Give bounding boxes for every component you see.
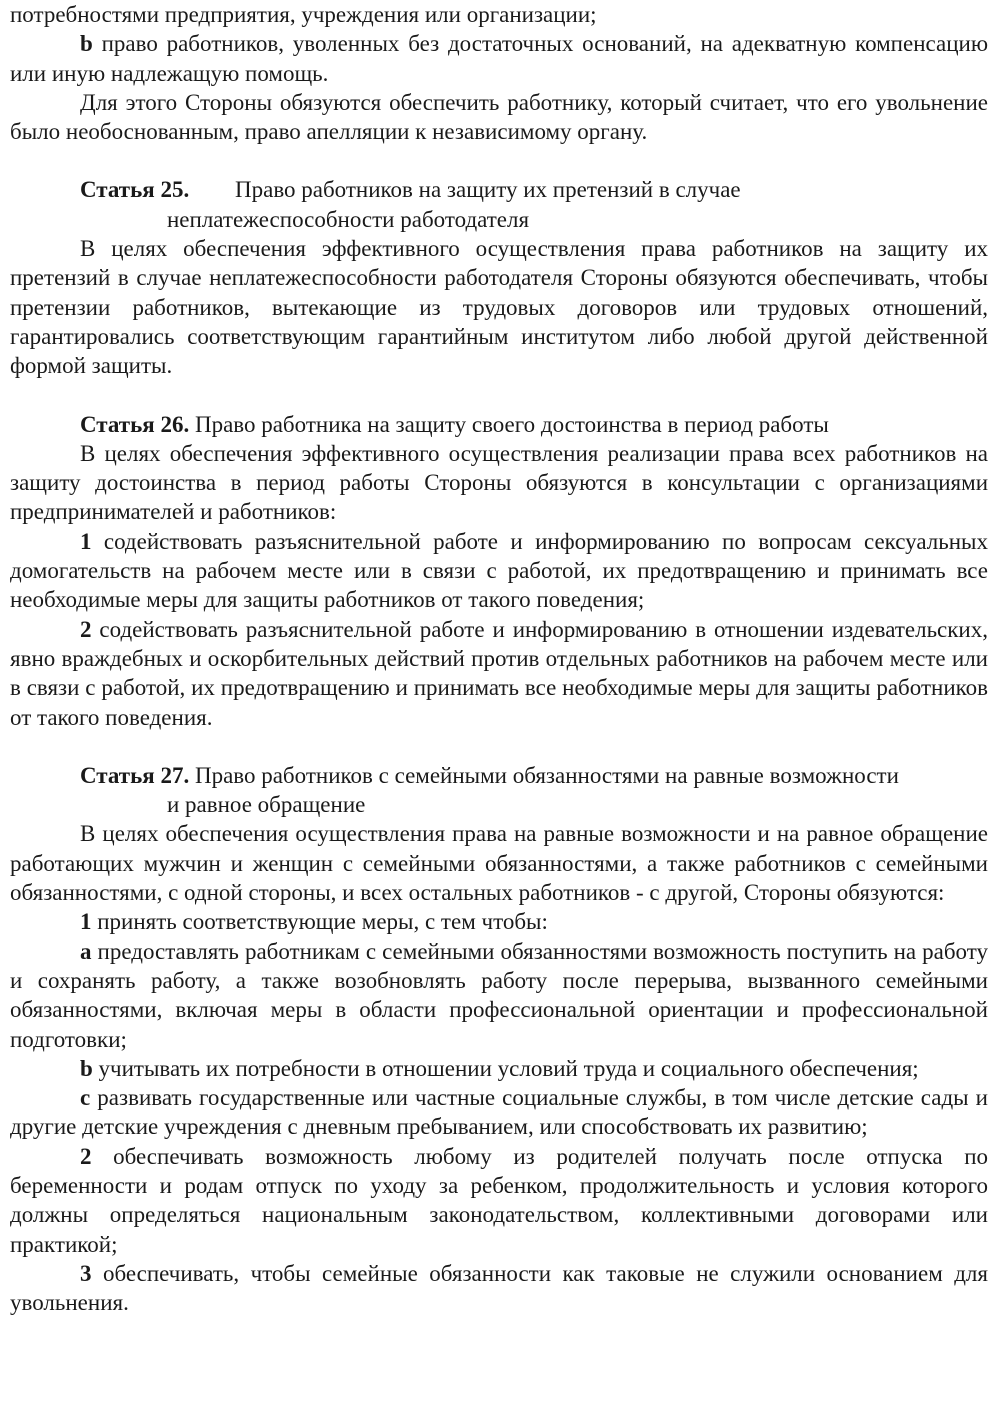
list-item-b (10, 29, 988, 88)
spacer (10, 381, 988, 410)
list-marker: 1 (80, 909, 92, 935)
list-item-1 (10, 907, 988, 936)
spacer (10, 146, 988, 175)
paragraph (10, 88, 988, 147)
list-marker: 2 (80, 616, 92, 642)
paragraph-text: В целях обеспечения эффективного осуществления права работников на защиту их претензий в случае неплатежеспособности работодателя Стороны обязуются обеспечивать, чтобы претензии работников, вытекающие из трудовых договоров или трудовых отношений, гарантировались соответствующим гарантийным институтом либо любой другой действенной формой защиты. (10, 236, 988, 379)
article-25-heading (10, 175, 988, 204)
paragraph-text: потребностями предприятия, учреждения или организации; (10, 2, 597, 27)
article-26-heading (10, 410, 988, 439)
list-item-text: содействовать разъяснительной работе и информированию в отношении издевательских, явно враждебных и оскорбительных действий против отдельных работников на рабочем месте или в связи с работой, их предотвращению и принимать все необходимые меры для защиты работников от такого поведения. (10, 616, 988, 730)
list-marker: c (80, 1085, 91, 1111)
article-26-body (10, 439, 988, 527)
list-item-b (10, 1054, 988, 1083)
list-item-text: предоставлять работникам с семейными обязанностями возможность поступить на работу и сохранять работу, а также возобновлять работу после перерыва, вызванного семейными обязанностями, включая меры в области профессиональной ориентации и профессиональной подготовки; (10, 938, 988, 1052)
list-item-1 (10, 527, 988, 615)
article-27-body (10, 819, 988, 907)
article-label: Статья 25. (80, 177, 190, 203)
list-item-text: учитывать их потребности в отношении условий труда и социального обеспечения; (98, 1055, 919, 1081)
article-label: Статья 26. (80, 411, 190, 437)
list-item-a (10, 937, 988, 1054)
list-marker: 1 (80, 528, 92, 554)
article-title-continuation (10, 205, 988, 234)
article-title-text: неплатежеспособности работодателя (167, 206, 530, 232)
paragraph-text: В целях обеспечения эффективного осуществления реализации права всех работников на защиту достоинства в период работы Стороны обязуются в консультации с организациями предпринимателей и работников: (10, 440, 988, 525)
article-title: Право работников на защиту их претензий в случае (235, 177, 741, 203)
article-title: Право работников с семейными обязанностями на равные возможности (194, 762, 899, 788)
article-title-text: и равное обращение (167, 792, 366, 818)
article-title-continuation (10, 790, 988, 819)
list-item-2 (10, 1142, 988, 1259)
article-25-body (10, 234, 988, 380)
paragraph-continuation (10, 0, 988, 29)
list-item-text: обеспечивать, чтобы семейные обязанности как таковые не служили основанием для увольнения. (10, 1260, 988, 1316)
list-item-2 (10, 615, 988, 732)
list-marker: b (80, 1055, 93, 1081)
list-item-text: право работников, уволенных без достаточных оснований, на адекватную компенсацию или иную надлежащую помощь. (10, 31, 989, 86)
list-item-3 (10, 1259, 988, 1318)
article-title: Право работника на защиту своего достоинства в период работы (194, 411, 829, 437)
list-item-c (10, 1083, 988, 1142)
list-item-text: принять соответствующие меры, с тем чтобы: (97, 909, 548, 935)
list-marker: a (80, 938, 92, 964)
paragraph-text: Для этого Стороны обязуются обеспечить работнику, который считает, что его увольнение было необоснованным, право апелляции к независимому органу. (10, 89, 988, 145)
list-marker: b (80, 31, 93, 57)
list-marker: 3 (80, 1260, 92, 1286)
list-item-text: обеспечивать возможность любому из родителей получать после отпуска по беременности и родам отпуск по уходу за ребенком, продолжительность и условия которого должны определяться национальным законодательством, коллективными договорами или практикой; (10, 1143, 989, 1257)
list-marker: 2 (80, 1143, 92, 1169)
paragraph-text: В целях обеспечения осуществления права на равные возможности и на равное обращение работающих мужчин и женщин с семейными обязанностями, а также работников с семейными обязанностями, с одной стороны, и всех остальных работников - с другой, Стороны обязуются: (10, 821, 988, 906)
spacer (10, 732, 988, 761)
list-item-text: развивать государственные или частные социальные службы, в том числе детские сады и другие детские учреждения с дневным пребыванием, или способствовать их развитию; (10, 1085, 988, 1140)
list-item-text: содействовать разъяснительной работе и информированию по вопросам сексуальных домогательств на рабочем месте или в связи с работой, их предотвращению и принимать все необходимые меры для защиты работников от такого поведения; (10, 528, 988, 613)
article-27-heading (10, 761, 988, 790)
article-label: Статья 27. (80, 762, 190, 788)
